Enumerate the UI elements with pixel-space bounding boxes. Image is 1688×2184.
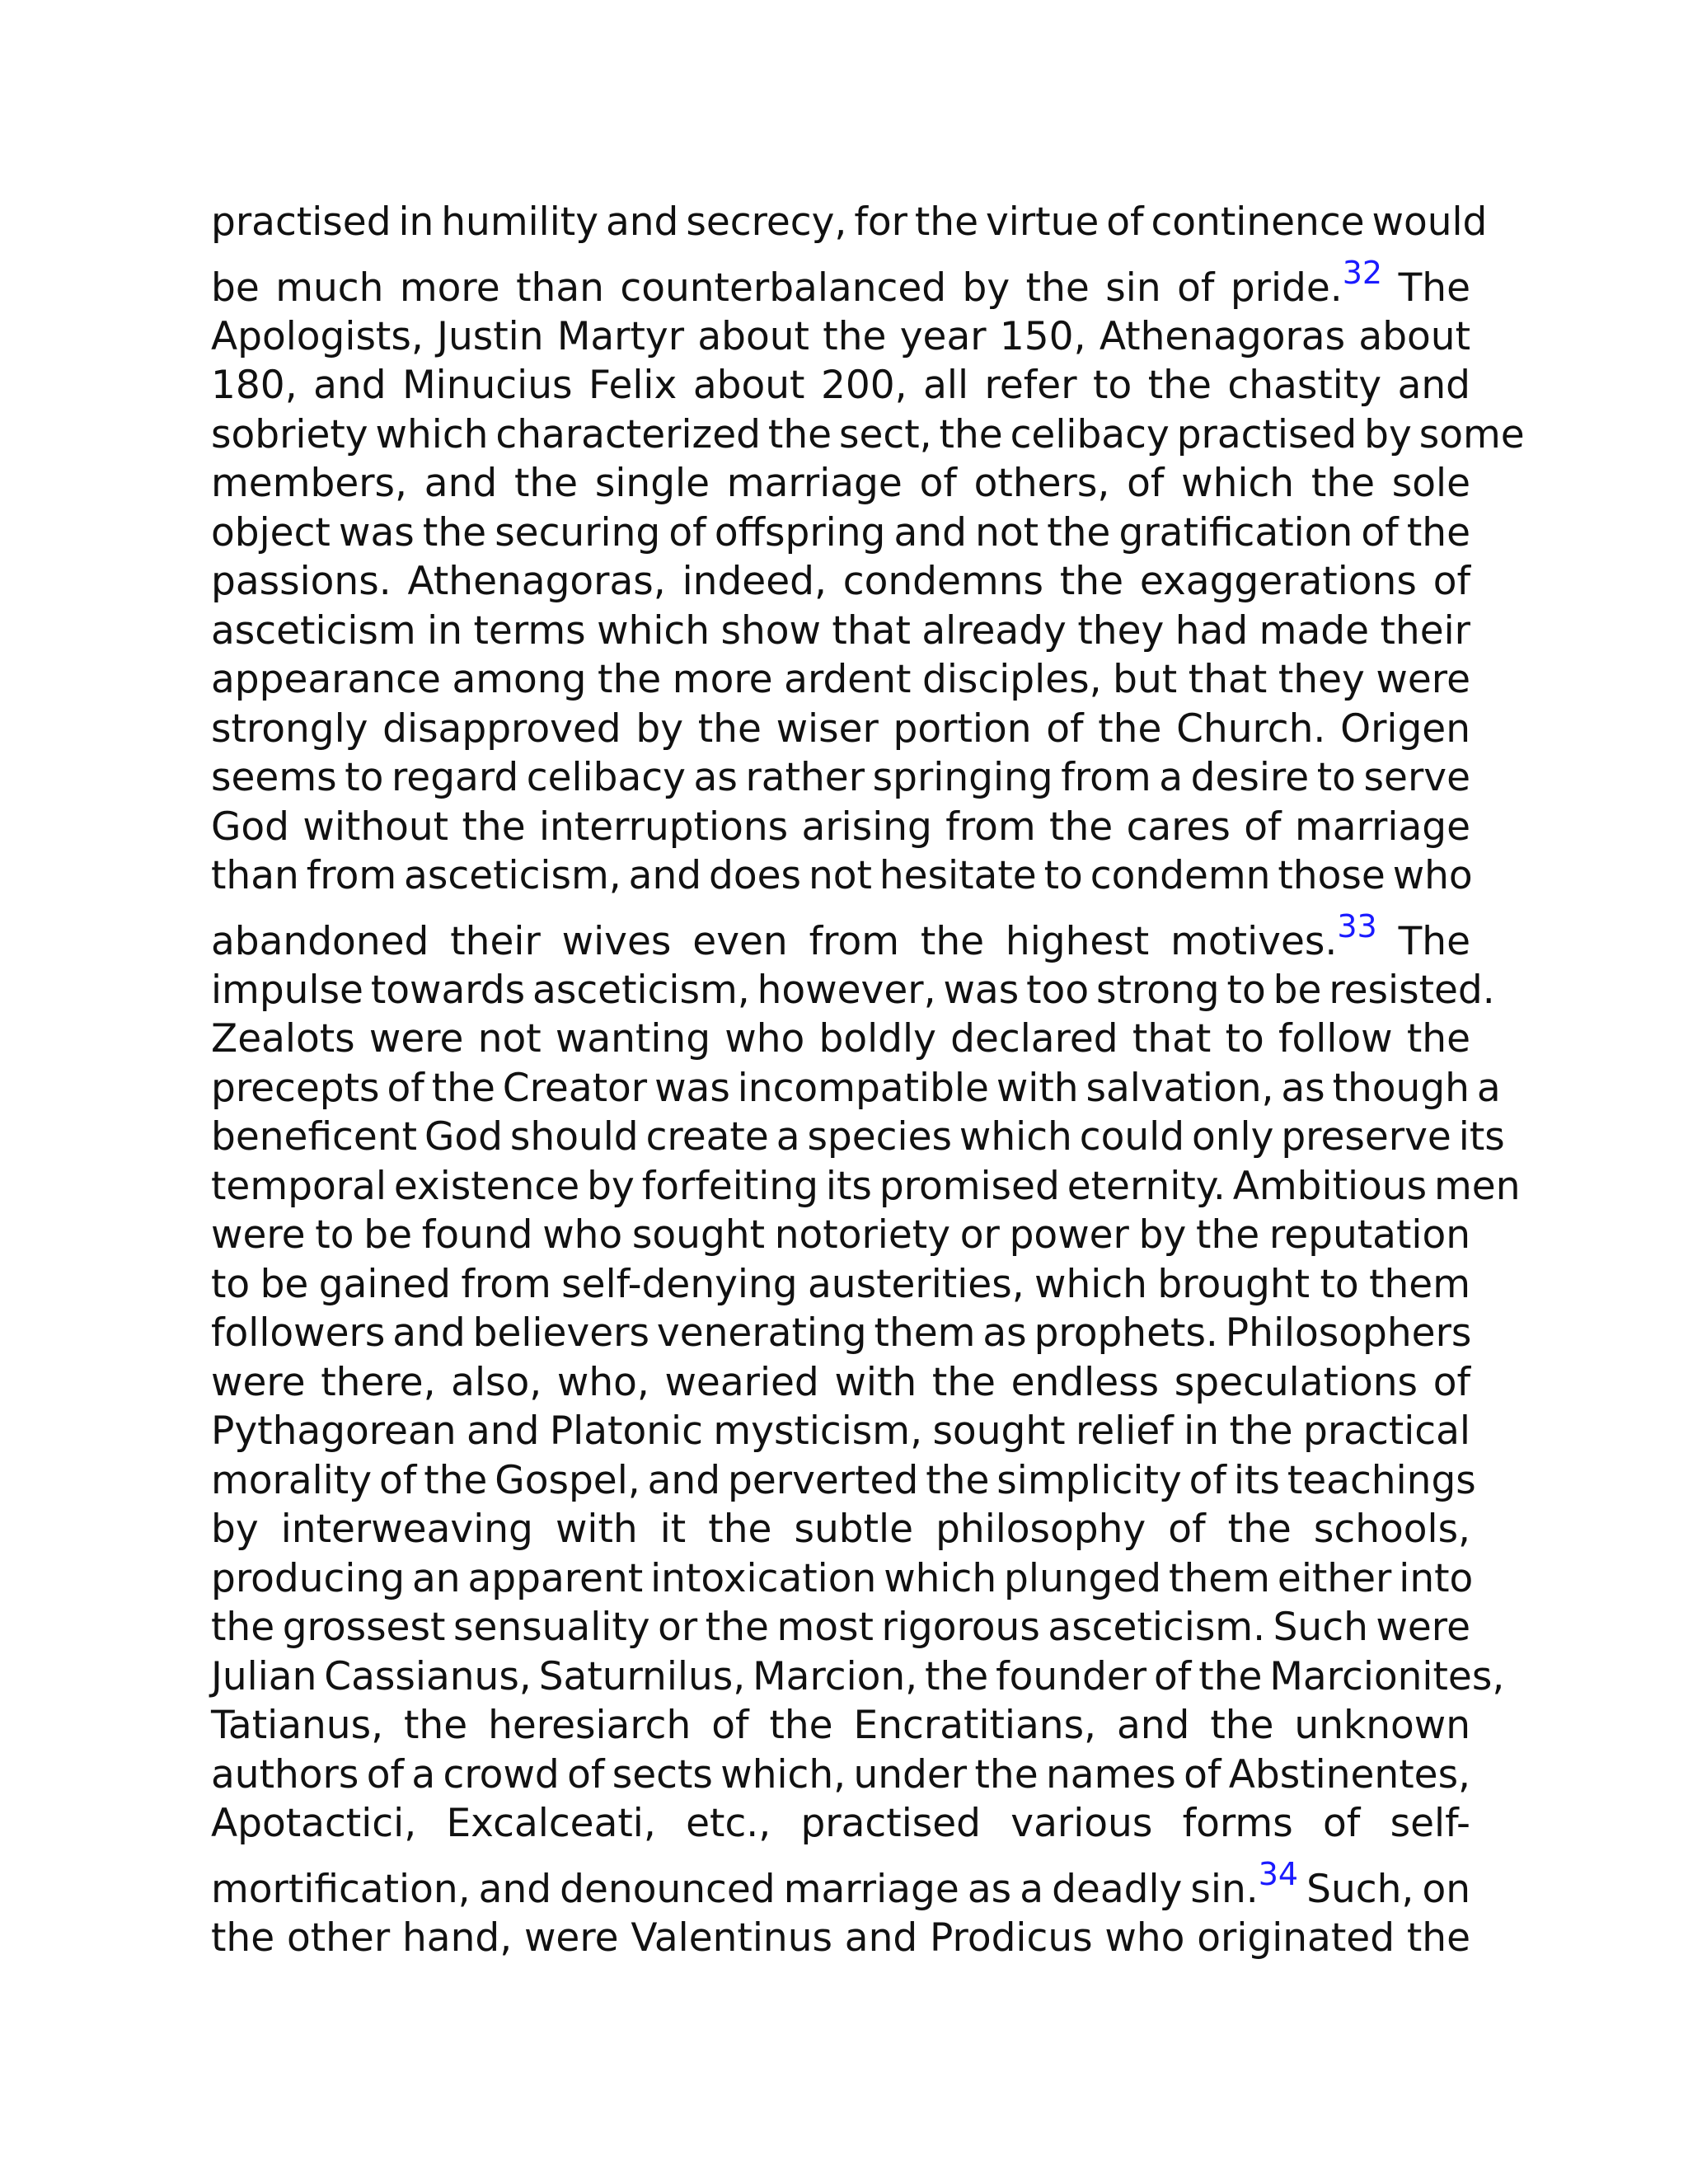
- text-line: [211, 1407, 1470, 1456]
- line-text: followers and believers venerating them as prophets. Philosophers: [211, 1310, 1472, 1356]
- text-line: [211, 1358, 1470, 1408]
- line-text: mortification, and denounced marriage as a deadly sin.: [211, 1866, 1259, 1912]
- line-text: object was the securing of offspring and not the gratification of the: [211, 509, 1470, 555]
- text-line: [211, 705, 1470, 754]
- text-line: [211, 1701, 1470, 1750]
- text-line: [211, 1015, 1470, 1064]
- line-text: members, and the single marriage of others, of which the sole: [211, 461, 1470, 506]
- line-text: beneficent God should create a species which could only preserve its: [211, 1114, 1505, 1160]
- text-line: [211, 966, 1495, 1015]
- line-text: The: [1382, 265, 1470, 311]
- text-line: [211, 655, 1470, 705]
- line-text: Such, on: [1298, 1866, 1470, 1912]
- text-line: [211, 1849, 1470, 1914]
- line-text: practised in humility and secrecy, for the virtue of continence would: [211, 199, 1488, 245]
- line-text: God without the interruptions arising from the cares of marriage: [211, 804, 1470, 850]
- text-line: [211, 247, 1470, 312]
- text-line: [211, 198, 1488, 247]
- text-line: [211, 509, 1470, 558]
- text-line: [211, 1652, 1505, 1702]
- line-text: than from asceticism, and does not hesitate to condemn those who: [211, 853, 1473, 898]
- text-line: [211, 1603, 1470, 1652]
- footnote-reference-33[interactable]: 33: [1337, 907, 1377, 944]
- line-text: the grossest sensuality or the most rigorous asceticism. Such were: [211, 1605, 1470, 1650]
- text-line: [211, 1162, 1521, 1212]
- text-line: [211, 1554, 1474, 1604]
- line-text: authors of a crowd of sects which, under the names of Abstinentes,: [211, 1751, 1470, 1797]
- line-text: producing an apparent intoxication which plunged them either into: [211, 1555, 1474, 1601]
- line-text: be much more than counterbalanced by the sin of pride.: [211, 265, 1343, 311]
- text-line: [211, 1064, 1501, 1113]
- text-line: [211, 1211, 1470, 1260]
- text-line: [211, 361, 1470, 410]
- line-text: Apologists, Justin Martyr about the year 150, Athenagoras about: [211, 313, 1470, 359]
- text-line: [211, 851, 1473, 901]
- text-line: [211, 607, 1470, 656]
- line-text: Tatianus, the heresiarch of the Encratitians, and the unknown: [211, 1703, 1470, 1748]
- line-text: morality of the Gospel, and perverted the simplicity of its teachings: [211, 1457, 1476, 1503]
- line-text: by interweaving with it the subtle philosophy of the schools,: [211, 1507, 1470, 1552]
- line-text: asceticism in terms which show that already they had made their: [211, 607, 1470, 654]
- text-line: [211, 459, 1470, 509]
- footnote-reference-34[interactable]: 34: [1258, 1855, 1299, 1892]
- line-text: abandoned their wives even from the highest motives.: [211, 918, 1338, 964]
- text-line: [211, 901, 1470, 966]
- text-line: [211, 1113, 1505, 1162]
- line-text: seems to regard celibacy as rather springing from a desire to serve: [211, 755, 1470, 800]
- text-line: [211, 1260, 1470, 1310]
- line-text: temporal existence by forfeiting its promised eternity. Ambitious men: [211, 1163, 1521, 1209]
- line-text: Julian Cassianus, Saturnilus, Marcion, the founder of the Marcionites,: [211, 1653, 1505, 1699]
- footnote-reference-32[interactable]: 32: [1342, 254, 1383, 291]
- line-text: passions. Athenagoras, indeed, condemns the exaggerations of: [211, 559, 1470, 604]
- line-text: were to be found who sought notoriety or power by the reputation: [211, 1212, 1470, 1258]
- line-text: Zealots were not wanting who boldly declared that to follow the: [211, 1016, 1470, 1062]
- text-line: [211, 1309, 1470, 1358]
- line-text: Pythagorean and Platonic mysticism, sought relief in the practical: [211, 1408, 1470, 1454]
- text-line: [211, 803, 1470, 852]
- text-line: [211, 1750, 1470, 1800]
- text-line: [211, 1456, 1476, 1506]
- line-text: to be gained from self-denying austerities, which brought to them: [211, 1261, 1470, 1307]
- text-line: [211, 753, 1470, 803]
- text-line: [211, 1914, 1470, 1963]
- line-text: appearance among the more ardent disciples, but that they were: [211, 657, 1470, 702]
- line-text: precepts of the Creator was incompatible with salvation, as though a: [211, 1065, 1501, 1111]
- text-line: [211, 1505, 1470, 1554]
- text-line: [211, 1799, 1470, 1849]
- line-text: sobriety which characterized the sect, the celibacy practised by some: [211, 411, 1525, 457]
- text-line: [211, 557, 1470, 607]
- line-text: 180, and Minucius Felix about 200, all refer to the chastity and: [211, 363, 1470, 408]
- line-text: impulse towards asceticism, however, was too strong to be resisted.: [211, 967, 1495, 1013]
- body-paragraph: [211, 198, 1525, 1962]
- line-text: the other hand, were Valentinus and Prodicus who originated the: [211, 1915, 1470, 1961]
- line-text: strongly disapproved by the wiser portion of the Church. Origen: [211, 705, 1470, 752]
- text-line: [211, 410, 1525, 460]
- line-text: The: [1376, 918, 1470, 964]
- text-line: [211, 312, 1470, 362]
- line-text: Apotactici, Excalceati, etc., practised various forms of self-: [211, 1801, 1470, 1846]
- line-text: were there, also, who, wearied with the endless speculations of: [211, 1359, 1470, 1405]
